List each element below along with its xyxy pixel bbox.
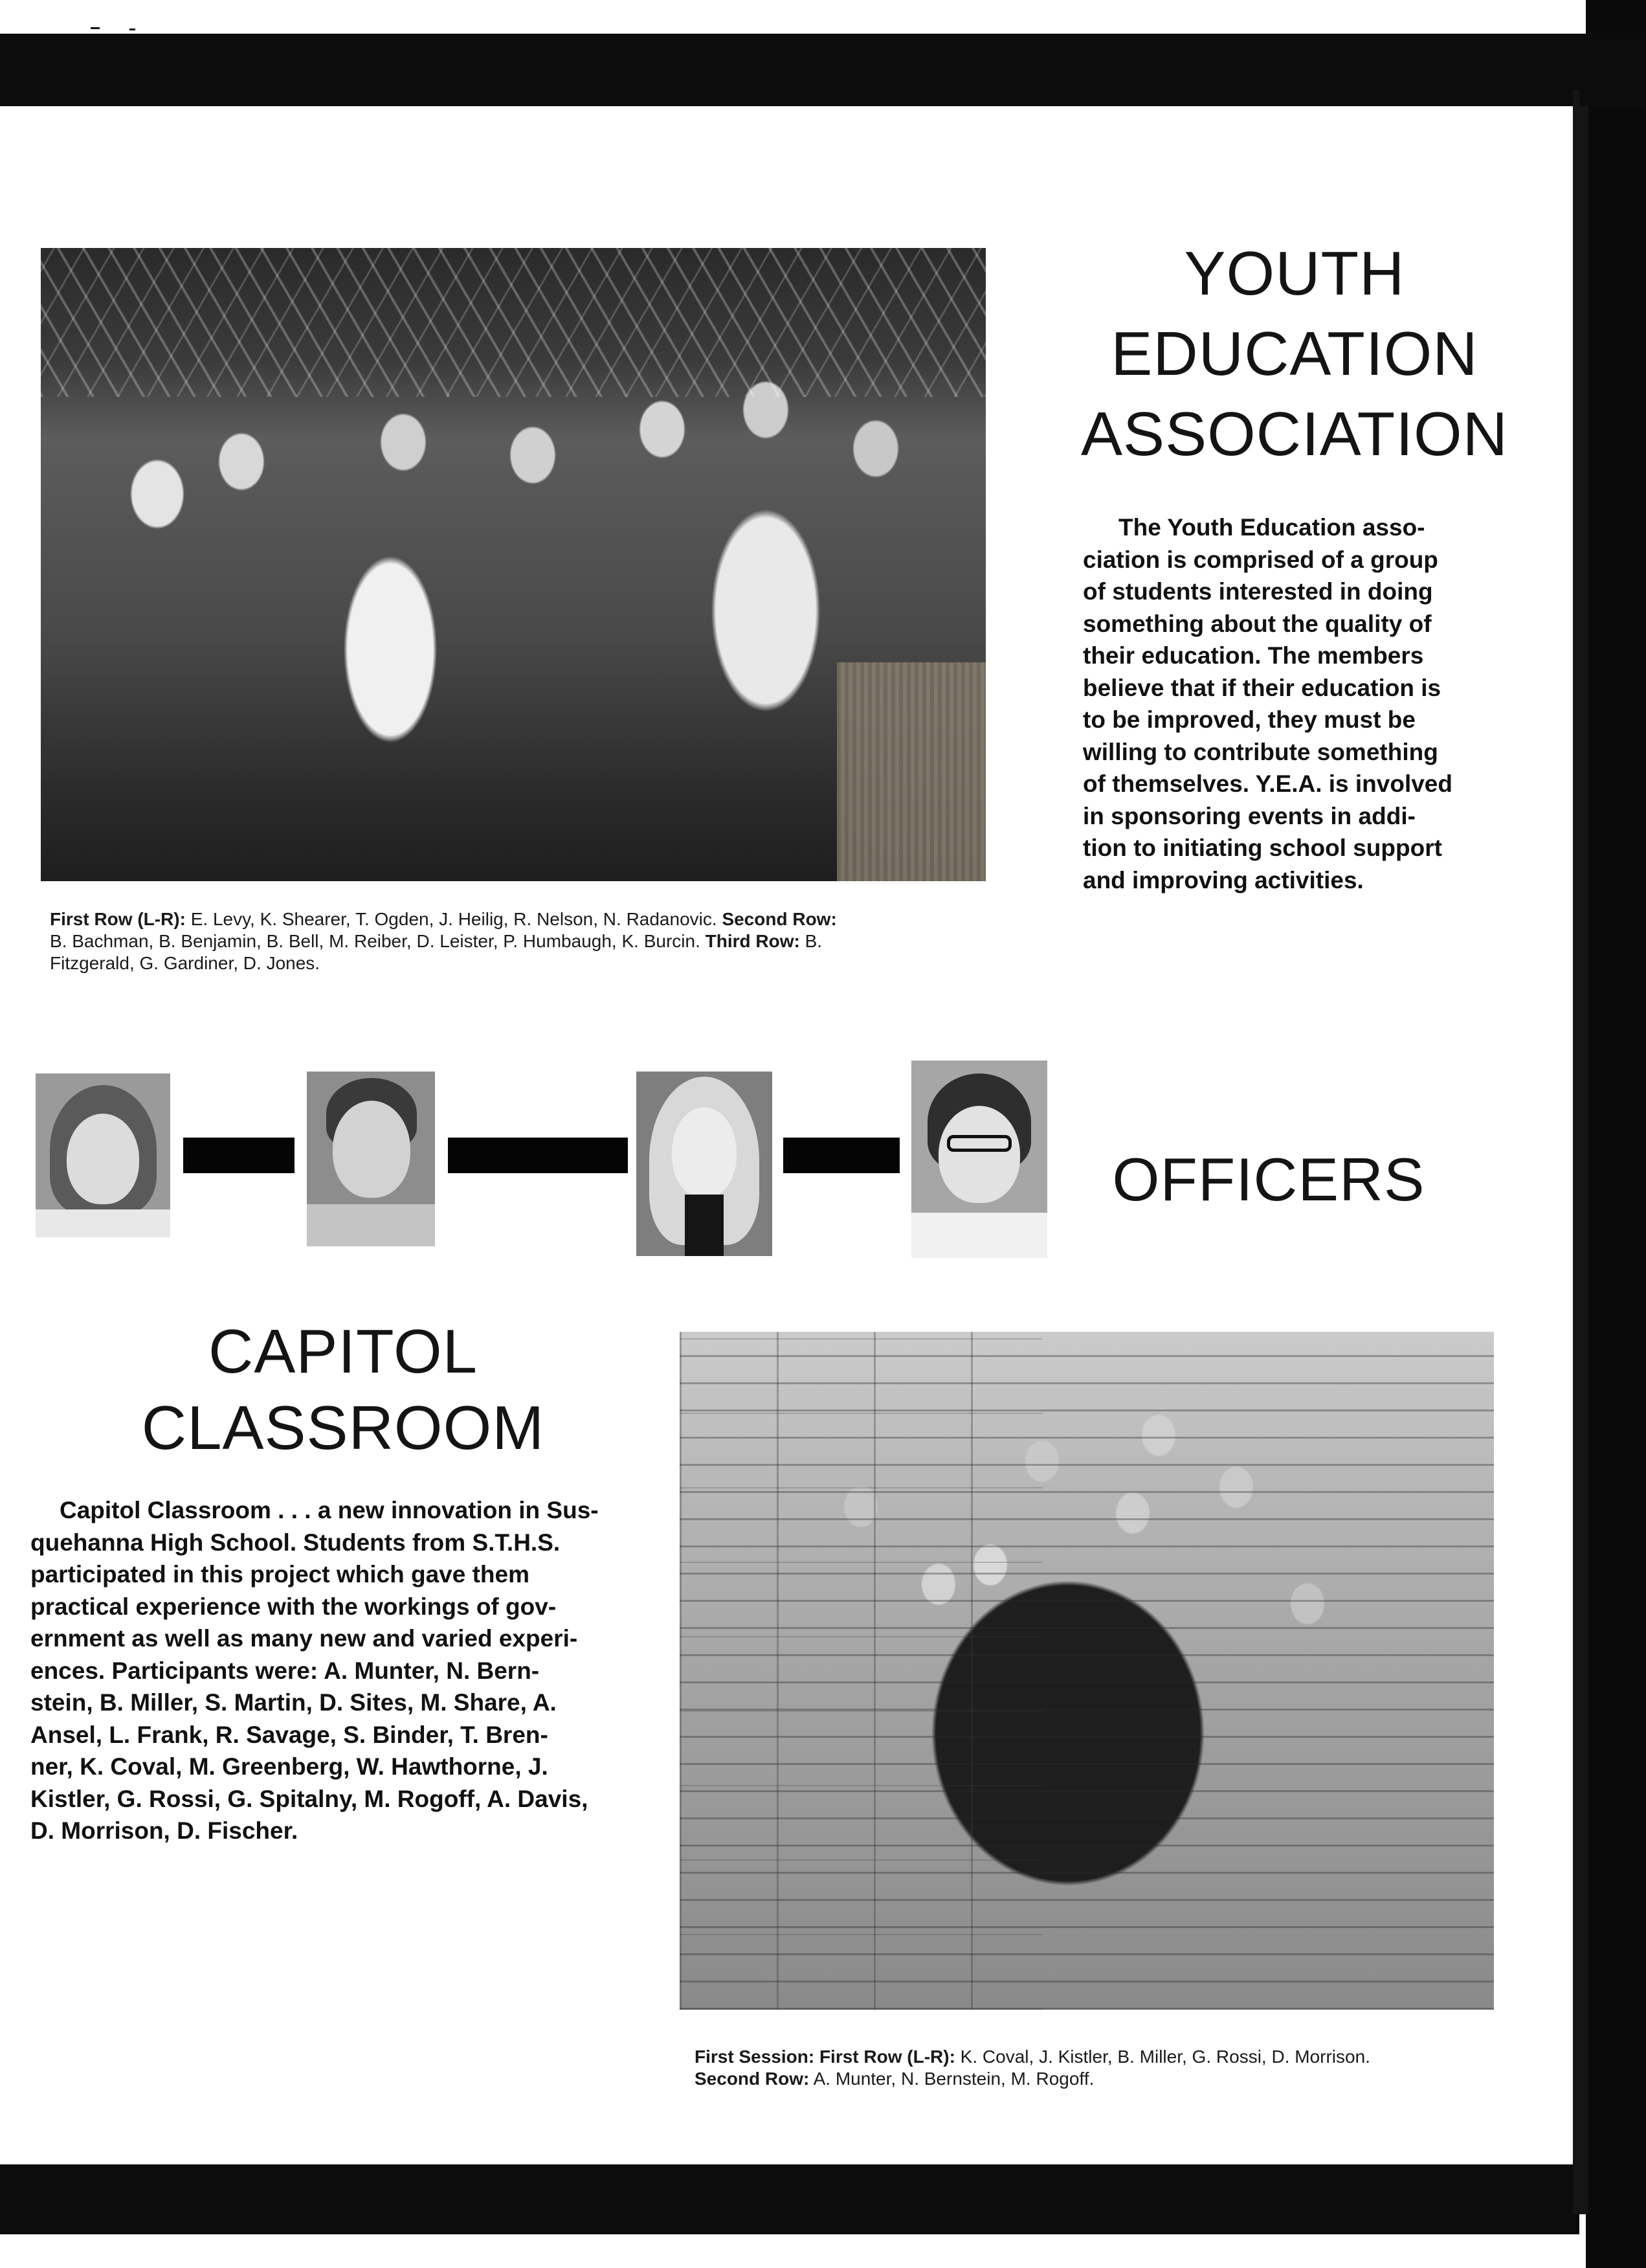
caption-names: B.	[799, 931, 823, 951]
body-line: ciation is comprised of a group	[1083, 546, 1438, 573]
turtleneck-shape	[685, 1195, 724, 1256]
body-line: practical experience with the workings of gov-	[30, 1593, 557, 1620]
body-line: The Youth Education asso-	[1118, 514, 1425, 541]
yea-photo-caption	[50, 908, 995, 974]
yea-description	[1083, 511, 1497, 896]
capitol-steps-texture	[680, 1332, 1494, 2010]
officer-portrait-3	[636, 1072, 772, 1256]
glasses-icon	[947, 1135, 1012, 1152]
body-line: believe that if their education is	[1083, 674, 1441, 701]
collar-shape	[36, 1209, 170, 1237]
caption-row-label: Third Row:	[705, 931, 800, 951]
caption-line	[50, 908, 995, 930]
body-line: ner, K. Coval, M. Greenberg, W. Hawthorne, J.	[30, 1753, 548, 1780]
collar-shape	[307, 1204, 435, 1246]
collar-shape	[911, 1213, 1047, 1258]
body-line: and improving activities.	[1083, 866, 1364, 893]
yea-section-title	[1074, 239, 1515, 484]
body-line: in sponsoring events in addi-	[1083, 802, 1416, 829]
officers-title: OFFICERS	[1112, 1145, 1425, 1213]
body-line: willing to contribute something	[1083, 738, 1438, 765]
caption-line	[695, 2068, 1536, 2090]
officer-separator-bar	[783, 1138, 900, 1173]
caption-row-label: Second Row:	[722, 909, 837, 929]
caption-names: E. Levy, K. Shearer, T. Ogden, J. Heilig, R. Nelson, N. Radanovic.	[185, 909, 722, 929]
scan-speck	[91, 27, 100, 29]
caption-names: Fitzgerald, G. Gardiner, D. Jones.	[50, 953, 320, 973]
body-line: participated in this project which gave them	[30, 1561, 529, 1588]
title-line: CLASSROOM	[141, 1393, 545, 1463]
face-shape	[333, 1101, 410, 1198]
auditorium-chairs-texture	[41, 248, 986, 397]
body-line: Kistler, G. Rossi, G. Spitalny, M. Rogoff, A. Davis,	[30, 1785, 588, 1812]
caption-row-label: First Session: First Row (L-R):	[695, 2047, 955, 2067]
stage-platform	[837, 662, 986, 881]
caption-names: A. Munter, N. Bernstein, M. Rogoff.	[809, 2069, 1095, 2089]
scan-frame-corner	[1579, 34, 1646, 106]
scan-frame-right-inner-bar	[1573, 91, 1588, 2214]
capitol-description	[30, 1494, 632, 1847]
title-line: EDUCATION	[1111, 319, 1478, 388]
body-line: to be improved, they must be	[1083, 706, 1416, 733]
body-line: of students interested in doing	[1083, 578, 1433, 605]
officer-separator-bar	[183, 1138, 295, 1173]
caption-line	[50, 952, 995, 974]
scan-speck	[129, 28, 135, 30]
officer-portrait-1	[36, 1073, 170, 1237]
capitol-group-photo	[680, 1332, 1494, 2010]
body-line: Ansel, L. Frank, R. Savage, S. Binder, T. Bren-	[30, 1721, 548, 1748]
face-shape	[67, 1114, 139, 1204]
body-line: D. Morrison, D. Fischer.	[30, 1817, 298, 1844]
scan-frame-bottom-bar	[0, 2164, 1579, 2234]
title-line: CAPITOL	[208, 1317, 478, 1386]
caption-line	[50, 930, 995, 952]
caption-names: K. Coval, J. Kistler, B. Miller, G. Rossi, D. Morrison.	[955, 2047, 1370, 2067]
capitol-photo-caption	[695, 2046, 1536, 2090]
face-shape	[939, 1106, 1020, 1203]
caption-row-label: First Row (L-R):	[50, 909, 186, 929]
body-line: Capitol Classroom . . . a new innovation in Sus-	[60, 1497, 599, 1523]
officer-portrait-2	[307, 1072, 435, 1246]
caption-names: B. Bachman, B. Benjamin, B. Bell, M. Reiber, D. Leister, P. Humbaugh, K. Burcin.	[50, 931, 706, 951]
body-line: ernment as well as many new and varied experi-	[30, 1625, 578, 1652]
yea-group-photo	[41, 248, 986, 881]
officer-portrait-4	[911, 1061, 1047, 1258]
body-line: of themselves. Y.E.A. is involved	[1083, 770, 1452, 797]
caption-line	[695, 2046, 1536, 2068]
scan-frame-right-bar	[1586, 0, 1646, 2268]
officer-separator-bar	[448, 1138, 628, 1173]
body-line: their education. The members	[1083, 642, 1424, 669]
body-line: stein, B. Miller, S. Martin, D. Sites, M. Share, A.	[30, 1689, 557, 1716]
body-line: tion to initiating school support	[1083, 835, 1442, 861]
title-line: YOUTH	[1184, 239, 1405, 308]
title-line: ASSOCIATION	[1081, 399, 1508, 469]
body-line: ences. Participants were: A. Munter, N. Bern-	[30, 1657, 540, 1684]
capitol-section-title	[91, 1317, 595, 1474]
caption-row-label: Second Row:	[695, 2069, 810, 2089]
face-shape	[672, 1107, 737, 1198]
body-line: something about the quality of	[1083, 610, 1432, 637]
scan-frame-top-bar	[0, 34, 1605, 106]
body-line: quehanna High School. Students from S.T.H.S.	[30, 1529, 561, 1556]
